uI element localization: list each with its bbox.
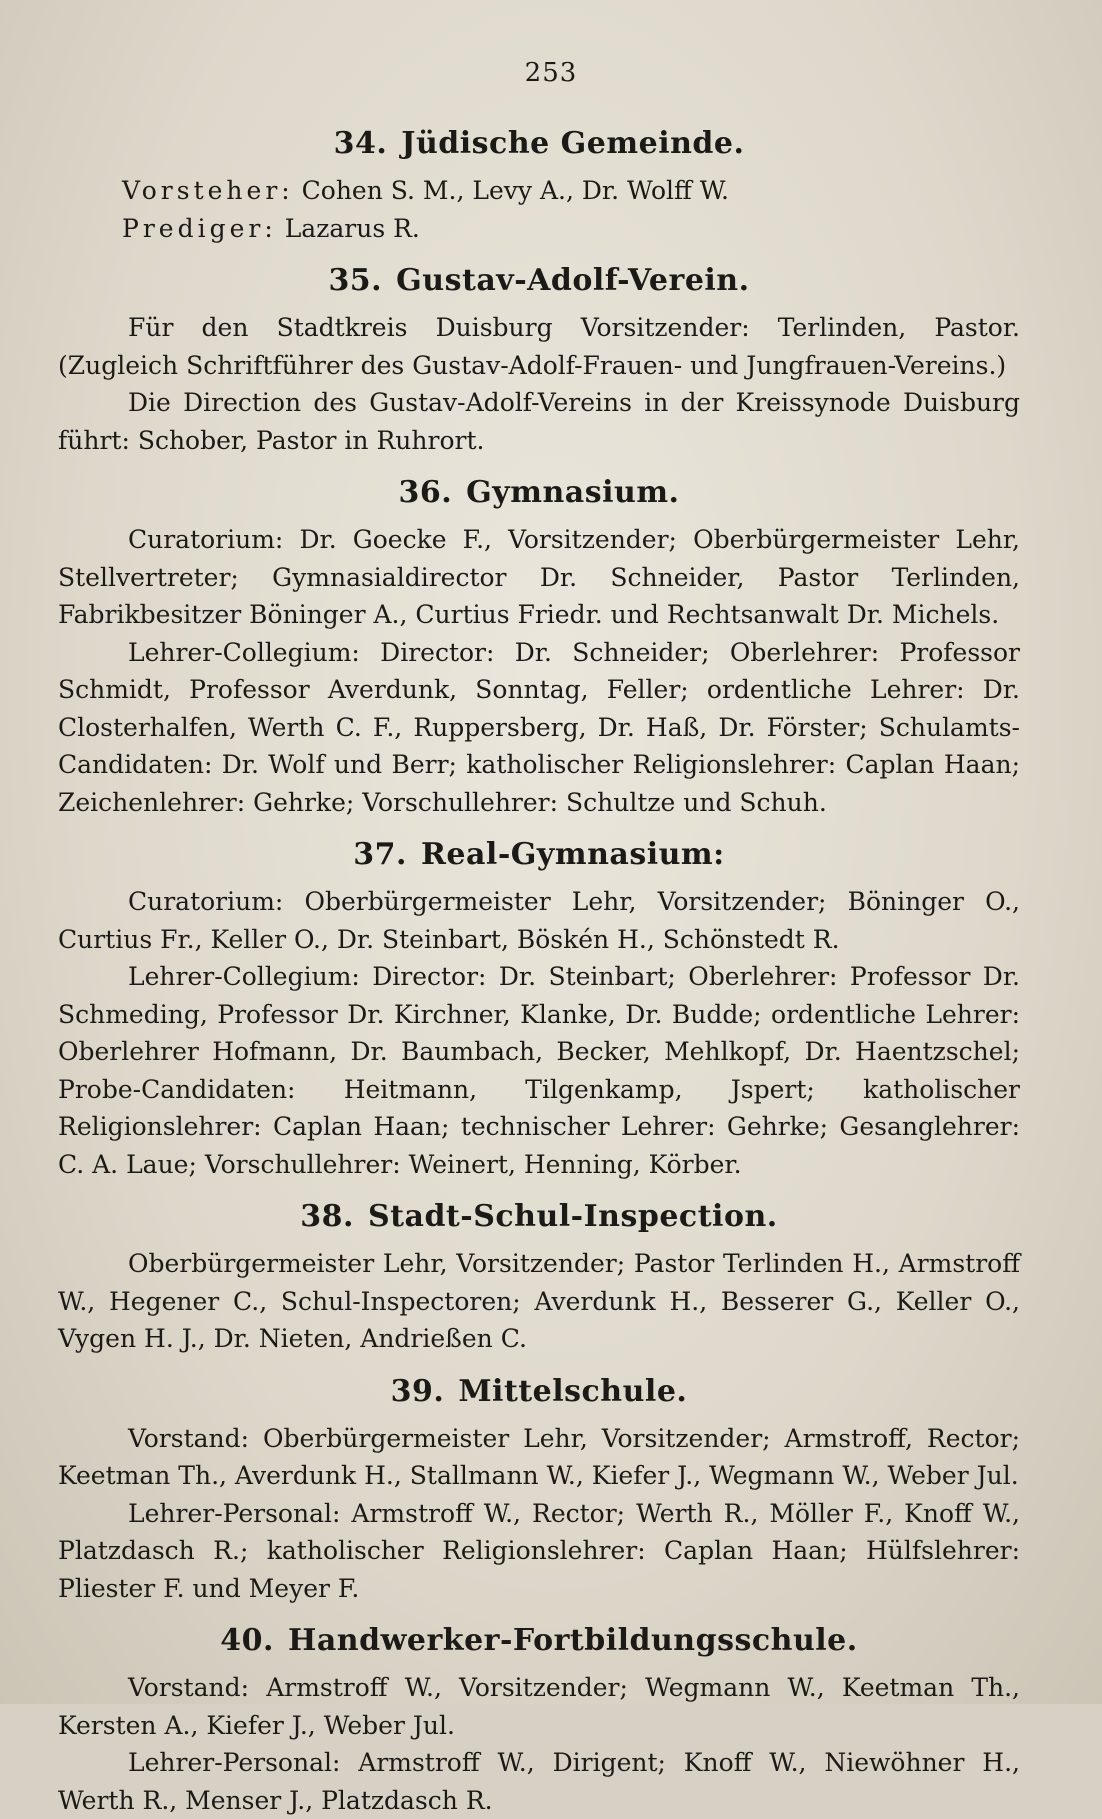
section-heading-36: [58, 473, 1020, 513]
section-heading-37: [58, 835, 1020, 875]
paragraph: Lehrer-Collegium: Director: Dr. Steinbart; Oberlehrer: Professor Dr. Schmeding, Professor Dr. Kirchner, Klanke, Dr. Budde; ordentliche Lehrer: Oberlehrer Hofmann, Dr. Baumbach, Becker, Mehlkopf, Dr. Haentzschel; Probe-Candidaten: Heitmann, Tilgenkamp, Jspert; katholischer Religionslehrer: Caplan Haan; technischer Lehrer: Gehrke; Gesanglehrer: C. A. Laue; Vorschullehrer: Weinert, Henning, Körber.: [58, 962, 1020, 1179]
section-number: 35.: [328, 263, 383, 298]
entry-text: Cohen S. M., Levy A., Dr. Wolff W.: [301, 176, 729, 205]
section-number: 37.: [353, 837, 407, 872]
paragraph: Lehrer-Personal: Armstroff W., Rector; Werth R., Möller F., Knoff W., Platzdasch R.; katholischer Religionslehrer: Caplan Haan; Hülfslehrer: Pliester F. und Meyer F.: [58, 1498, 1020, 1603]
paragraph: Vorstand: Oberbürgermeister Lehr, Vorsitzender; Armstroff, Rector; Keetman Th., Averdunk H., Stallmann W., Kiefer J., Wegmann W., Weber Jul.: [58, 1423, 1020, 1490]
section-number: 36.: [398, 475, 453, 510]
paragraph: Oberbürgermeister Lehr, Vorsitzender; Pastor Terlinden H., Armstroff W., Hegener C., Schul-Inspectoren; Averdunk H., Besserer G., Keller O., Vygen H. J., Dr. Nieten, Andrießen C.: [58, 1249, 1020, 1353]
paragraph: Curatorium: Dr. Goecke F., Vorsitzender; Oberbürgermeister Lehr, Stellvertreter; Gymnasialdirector Dr. Schneider, Pastor Terlinden, Fabrikbesitzer Böninger A., Curtius Friedr. und Rechtsanwalt Dr. Michels.: [58, 525, 1020, 629]
section-title: Jüdische Gemeinde.: [401, 126, 745, 161]
paragraph: Für den Stadtkreis Duisburg Vorsitzender: Terlinden, Pastor. (Zugleich Schriftführer des Gustav-Adolf-Frauen- und Jungfrauen-Vereins.): [58, 313, 1020, 380]
paragraph: Lehrer-Personal: Armstroff W., Dirigent; Knoff W., Niewöhner H., Werth R., Menser J., Platzdasch R.: [58, 1748, 1020, 1815]
section-heading-38: [58, 1197, 1020, 1237]
entry-label: Prediger:: [122, 213, 277, 243]
section-title: Gustav-Adolf-Verein.: [396, 263, 750, 298]
section-heading-34: [58, 124, 1020, 164]
section-title: Gymnasium.: [466, 475, 680, 510]
section-heading-40: [58, 1621, 1020, 1661]
section-heading-35: [58, 261, 1020, 301]
section-heading-39: [58, 1372, 1020, 1412]
section-number: 38.: [300, 1199, 354, 1234]
paragraph: Vorstand: Armstroff W., Vorsitzender; Wegmann W., Keetman Th., Kersten A., Kiefer J., Weber Jul.: [58, 1673, 1020, 1740]
section-title: Stadt-Schul-Inspection.: [367, 1199, 778, 1234]
section-number: 34.: [333, 126, 388, 161]
entry-label: Vorsteher:: [122, 176, 294, 205]
section-number: 39.: [390, 1373, 445, 1409]
section-number: 40.: [220, 1623, 274, 1658]
paragraph: Curatorium: Oberbürgermeister Lehr, Vorsitzender; Böninger O., Curtius Fr., Keller O., Dr. Steinbart, Böskén H., Schönstedt R.: [58, 887, 1020, 954]
page-number: 253: [524, 58, 578, 88]
page-content: [58, 110, 1020, 1819]
section-title: Mittelschule.: [458, 1373, 688, 1409]
paragraph: Lehrer-Collegium: Director: Dr. Schneider; Oberlehrer: Professor Schmidt, Professor Averdunk, Sonntag, Feller; ordentliche Lehrer: Dr. Closterhalfen, Werth C. F., Ruppersberg, Dr. Haß, Dr. Förster; Schulamts-Candidaten: Dr. Wolf und Berr; katholischer Religionslehrer: Caplan Haan; Zeichenlehrer: Gehrke; Vorschullehrer: Schultze und Schuh.: [58, 637, 1020, 817]
entry-line: [122, 172, 1020, 210]
paragraph: Die Direction des Gustav-Adolf-Vereins in der Kreissynode Duisburg führt: Schober, Pastor in Ruhrort.: [58, 388, 1020, 455]
entry-text: Lazarus R.: [284, 213, 420, 243]
section-title: Real-Gymnasium:: [420, 837, 725, 872]
section-title: Handwerker-Fortbildungsschule.: [288, 1623, 858, 1658]
entry-line: [122, 210, 1020, 248]
